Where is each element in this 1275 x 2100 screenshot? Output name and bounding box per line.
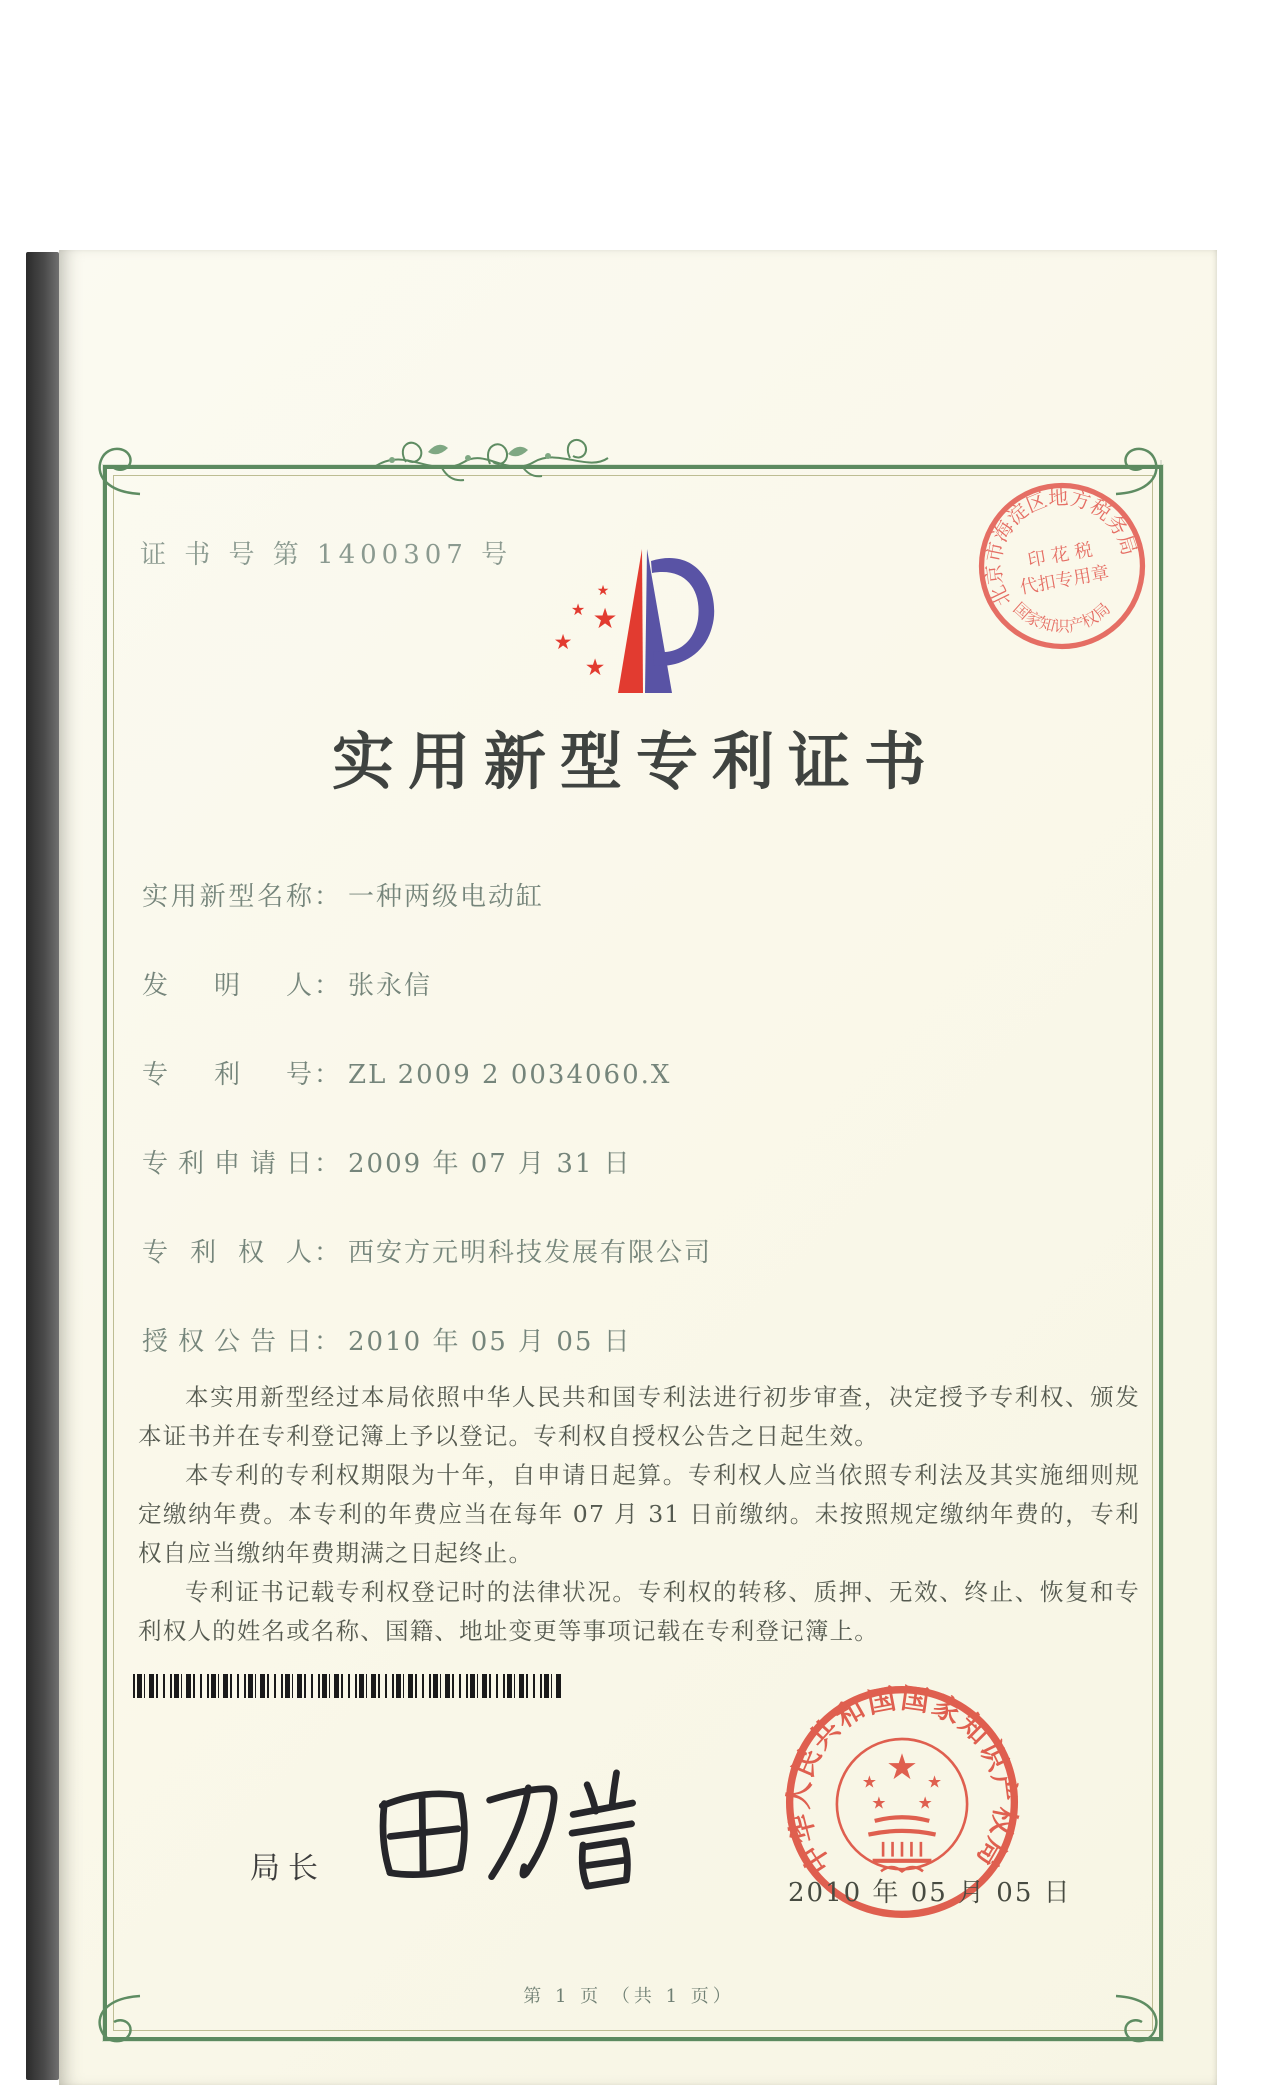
svg-text:★: ★ xyxy=(596,583,610,599)
field-row-name xyxy=(142,876,544,913)
official-seal-ring-text: 中华人民共和国国家知识产权局 xyxy=(780,1680,1024,1881)
svg-text:★: ★ xyxy=(871,1792,887,1813)
national-emblem-icon xyxy=(837,1739,967,1871)
field-label: 实用新型名称 xyxy=(142,882,314,912)
field-row-patent-number xyxy=(142,1054,671,1091)
field-value: ZL 2009 2 0034060.X xyxy=(348,1060,672,1090)
field-colon: ： xyxy=(314,971,343,1001)
commissioner-label: 局长 xyxy=(250,1851,326,1886)
svg-text:★: ★ xyxy=(553,630,573,654)
garland-ornament-icon xyxy=(372,408,612,498)
body-paragraph-1: 本实用新型经过本局依照中华人民共和国专利法进行初步审查，决定授予专利权、颁发本证书并在专利登记簿上予以登记。专利权自授权公告之日起生效。 xyxy=(138,1383,1140,1450)
certificate-number: 证 书 号 第 1400307 号 xyxy=(140,540,513,570)
svg-text:★: ★ xyxy=(927,1771,943,1792)
barcode-image xyxy=(133,1674,561,1698)
tax-stamp-line2: 代扣专用章 xyxy=(1018,562,1111,599)
tax-stamp-top-arc: 北京市海淀区地方税务局 xyxy=(980,485,1142,611)
field-colon: ： xyxy=(314,1060,343,1090)
book-spine-shadow xyxy=(26,252,59,2080)
field-label: 发明人 xyxy=(142,971,314,1001)
field-label: 专利号 xyxy=(142,1060,314,1090)
sipo-logo-icon xyxy=(545,545,715,707)
body-paragraph-3: 专利证书记载专利权登记时的法律状况。专利权的转移、质押、无效、终止、恢复和专利权人的姓名或名称、国籍、地址变更等事项记载在专利登记簿上。 xyxy=(138,1578,1140,1645)
svg-text:★: ★ xyxy=(592,602,618,635)
field-value: 2010 年 05 月 05 日 xyxy=(348,1327,632,1357)
svg-text:★: ★ xyxy=(861,1771,877,1792)
svg-text:★: ★ xyxy=(584,655,606,681)
field-row-grant-date xyxy=(142,1321,632,1358)
field-colon: ： xyxy=(314,882,343,912)
field-row-patentee xyxy=(142,1232,712,1269)
field-value: 西安方元明科技发展有限公司 xyxy=(348,1238,713,1268)
certificate-title: 实用新型专利证书 xyxy=(331,725,940,798)
seal-date: 2010 年 05 月 05 日 xyxy=(788,1878,1072,1908)
field-label: 授权公告日 xyxy=(142,1327,314,1357)
field-colon: ： xyxy=(314,1149,343,1179)
field-label: 专利权人 xyxy=(142,1238,314,1268)
body-paragraph-2: 本专利的专利权期限为十年，自申请日起算。专利权人应当依照专利法及其实施细则规定缴纳年费。本专利的年费应当在每年 07 月 31 日前缴纳。未按照规定缴纳年费的，专利权自应当缴纳年费期满之日起终止。 xyxy=(138,1461,1140,1567)
field-value: 张永信 xyxy=(348,971,433,1001)
field-value: 一种两级电动缸 xyxy=(348,882,545,912)
field-colon: ： xyxy=(314,1327,343,1357)
tax-stamp-line1: 印 花 税 xyxy=(1026,539,1095,572)
svg-text:★: ★ xyxy=(570,600,586,619)
corner-ornament-icon xyxy=(84,438,144,498)
svg-text:★: ★ xyxy=(886,1746,918,1788)
tax-stamp-bottom-arc: 国家知识产权局 xyxy=(1009,598,1114,636)
field-colon: ： xyxy=(314,1238,343,1268)
field-label: 专利申请日 xyxy=(142,1149,314,1179)
legal-text-block xyxy=(138,1378,1140,1651)
svg-text:★: ★ xyxy=(917,1792,933,1813)
signature-handwriting-icon xyxy=(358,1751,656,1921)
field-row-inventor xyxy=(142,965,432,1002)
tax-stamp-seal-icon xyxy=(958,462,1167,671)
page-footer: 第 1 页 （共 1 页） xyxy=(523,1986,735,2007)
field-value: 2009 年 07 月 31 日 xyxy=(348,1149,632,1179)
field-row-filing-date xyxy=(142,1143,632,1180)
